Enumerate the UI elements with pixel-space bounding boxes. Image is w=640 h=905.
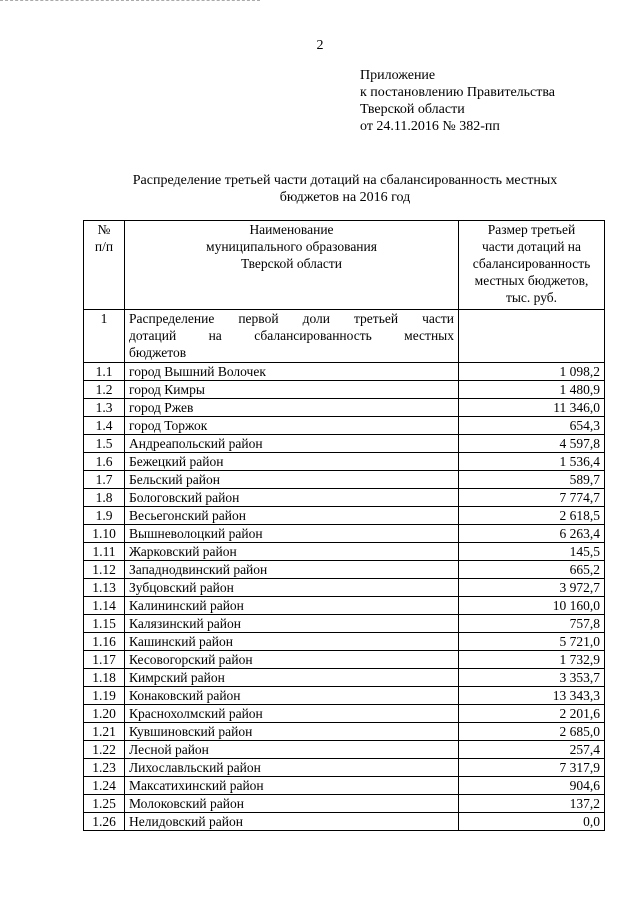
row-number: 1.3 xyxy=(84,399,125,417)
row-municipality: город Вышний Волочек xyxy=(125,363,459,381)
table-row xyxy=(84,615,605,633)
header-text: местных бюджетов, xyxy=(474,273,589,288)
row-municipality: Калязинский район xyxy=(125,615,459,633)
row-number: 1.21 xyxy=(84,723,125,741)
row-amount: 0,0 xyxy=(459,813,605,831)
row-number: 1.26 xyxy=(84,813,125,831)
header-text: части дотаций на xyxy=(481,239,582,254)
row-municipality: город Кимры xyxy=(125,381,459,399)
row-amount: 6 263,4 xyxy=(459,525,605,543)
row-number: 1.4 xyxy=(84,417,125,435)
row-amount: 137,2 xyxy=(459,795,605,813)
row-number: 1.22 xyxy=(84,741,125,759)
appendix-line: к постановлению Правительства xyxy=(360,85,556,100)
row-amount: 5 721,0 xyxy=(459,633,605,651)
row-number: 1.6 xyxy=(84,453,125,471)
row-number: 1.12 xyxy=(84,561,125,579)
row-municipality: Кувшиновский район xyxy=(125,723,459,741)
table-row xyxy=(84,453,605,471)
row-amount: 11 346,0 xyxy=(459,399,605,417)
row-municipality: Лихославльский район xyxy=(125,759,459,777)
header-text: Размер третьей xyxy=(487,222,576,237)
table-row xyxy=(84,417,605,435)
header-text: Наименование xyxy=(249,222,334,237)
row-number: 1.17 xyxy=(84,651,125,669)
row-number: 1.7 xyxy=(84,471,125,489)
appendix-line: Приложение xyxy=(360,68,436,83)
row-municipality: Бежецкий район xyxy=(125,453,459,471)
table-row xyxy=(84,723,605,741)
row-municipality: Кимрский район xyxy=(125,669,459,687)
row-amount: 7 317,9 xyxy=(459,759,605,777)
row-municipality: Лесной район xyxy=(125,741,459,759)
section-title-line: Распределение первой доли третьей части xyxy=(129,311,454,326)
row-amount: 13 343,3 xyxy=(459,687,605,705)
table-row xyxy=(84,741,605,759)
row-number: 1.10 xyxy=(84,525,125,543)
table-row xyxy=(84,561,605,579)
row-municipality: Калининский район xyxy=(125,597,459,615)
row-municipality: Молоковский район xyxy=(125,795,459,813)
row-amount: 589,7 xyxy=(459,471,605,489)
row-municipality: город Торжок xyxy=(125,417,459,435)
section-title xyxy=(125,310,459,363)
header-text: № xyxy=(97,222,111,237)
row-number: 1.24 xyxy=(84,777,125,795)
table-body xyxy=(84,363,605,831)
row-municipality: Весьегонский район xyxy=(125,507,459,525)
row-amount: 665,2 xyxy=(459,561,605,579)
row-amount: 10 160,0 xyxy=(459,597,605,615)
appendix-line: от 24.11.2016 № 382-пп xyxy=(360,119,500,134)
row-amount: 2 618,5 xyxy=(459,507,605,525)
title-line: Распределение третьей части дотаций на сбалансированность местных xyxy=(132,173,558,188)
row-municipality: Бологовский район xyxy=(125,489,459,507)
table-row xyxy=(84,399,605,417)
table-row xyxy=(84,579,605,597)
row-number: 1.15 xyxy=(84,615,125,633)
row-number: 1.5 xyxy=(84,435,125,453)
table-row xyxy=(84,435,605,453)
table-row xyxy=(84,381,605,399)
section-title-line: дотаций на сбалансированность местных xyxy=(129,328,454,343)
row-number: 1.20 xyxy=(84,705,125,723)
table-row xyxy=(84,597,605,615)
row-number: 1.8 xyxy=(84,489,125,507)
row-number: 1.23 xyxy=(84,759,125,777)
table-row xyxy=(84,471,605,489)
title-line: бюджетов на 2016 год xyxy=(279,190,411,205)
table-row xyxy=(84,795,605,813)
table-row xyxy=(84,489,605,507)
row-number: 1.16 xyxy=(84,633,125,651)
table-row xyxy=(84,633,605,651)
row-municipality: Вышневолоцкий район xyxy=(125,525,459,543)
row-amount: 654,3 xyxy=(459,417,605,435)
row-amount: 1 480,9 xyxy=(459,381,605,399)
section-row xyxy=(84,310,605,363)
row-number: 1.9 xyxy=(84,507,125,525)
row-number: 1.13 xyxy=(84,579,125,597)
document-title xyxy=(90,172,600,206)
table-row xyxy=(84,669,605,687)
row-municipality: Андреапольский район xyxy=(125,435,459,453)
header-text: тыс. руб. xyxy=(505,290,558,305)
header-name xyxy=(125,221,459,310)
row-municipality: Конаковский район xyxy=(125,687,459,705)
row-amount: 257,4 xyxy=(459,741,605,759)
appendix-line: Тверской области xyxy=(360,102,465,117)
table-row xyxy=(84,813,605,831)
appendix-block xyxy=(360,67,555,135)
row-municipality: Жарковский район xyxy=(125,543,459,561)
row-municipality: Максатихинский район xyxy=(125,777,459,795)
row-municipality: Нелидовский район xyxy=(125,813,459,831)
row-number: 1.14 xyxy=(84,597,125,615)
row-number: 1.25 xyxy=(84,795,125,813)
row-amount: 2 685,0 xyxy=(459,723,605,741)
row-municipality: Бельский район xyxy=(125,471,459,489)
row-municipality: город Ржев xyxy=(125,399,459,417)
row-amount: 1 536,4 xyxy=(459,453,605,471)
table-row xyxy=(84,543,605,561)
row-amount: 4 597,8 xyxy=(459,435,605,453)
table-row xyxy=(84,687,605,705)
row-amount: 3 353,7 xyxy=(459,669,605,687)
row-number: 1.19 xyxy=(84,687,125,705)
table-row xyxy=(84,525,605,543)
row-number: 1.2 xyxy=(84,381,125,399)
table-row xyxy=(84,759,605,777)
row-amount: 1 732,9 xyxy=(459,651,605,669)
section-number: 1 xyxy=(84,310,125,363)
row-amount: 1 098,2 xyxy=(459,363,605,381)
table-row xyxy=(84,507,605,525)
row-municipality: Кашинский район xyxy=(125,633,459,651)
section-title-line: бюджетов xyxy=(129,345,187,360)
header-text: Тверской области xyxy=(241,256,342,271)
scan-edge-line xyxy=(0,0,260,2)
row-amount: 2 201,6 xyxy=(459,705,605,723)
distribution-table xyxy=(83,220,605,831)
table-header-row xyxy=(84,221,605,310)
row-number: 1.18 xyxy=(84,669,125,687)
row-municipality: Кесовогорский район xyxy=(125,651,459,669)
header-amount xyxy=(459,221,605,310)
table-row xyxy=(84,651,605,669)
section-amount xyxy=(459,310,605,363)
header-number xyxy=(84,221,125,310)
header-text: сбалансированность xyxy=(472,256,591,271)
row-municipality: Краснохолмский район xyxy=(125,705,459,723)
header-text: муниципального образования xyxy=(206,239,377,254)
table-row xyxy=(84,363,605,381)
row-number: 1.1 xyxy=(84,363,125,381)
header-text: п/п xyxy=(94,239,114,254)
table-row xyxy=(84,705,605,723)
page-number: 2 xyxy=(316,38,324,53)
table-row xyxy=(84,777,605,795)
row-amount: 7 774,7 xyxy=(459,489,605,507)
row-number: 1.11 xyxy=(84,543,125,561)
row-amount: 904,6 xyxy=(459,777,605,795)
row-amount: 145,5 xyxy=(459,543,605,561)
row-amount: 3 972,7 xyxy=(459,579,605,597)
row-municipality: Западнодвинский район xyxy=(125,561,459,579)
row-municipality: Зубцовский район xyxy=(125,579,459,597)
row-amount: 757,8 xyxy=(459,615,605,633)
